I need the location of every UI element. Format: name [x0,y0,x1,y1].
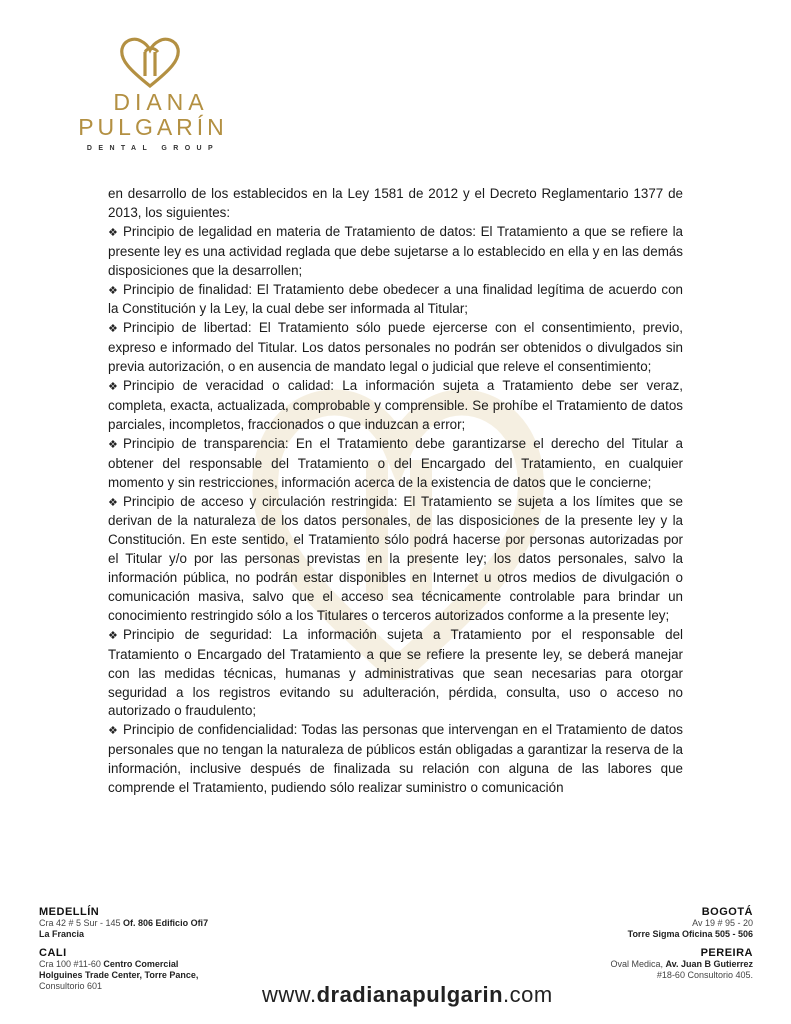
principle-item: ❖ Principio de seguridad: La información sujeta a Tratamiento por el responsable del Tratamiento o Encargado del Tratamiento a que se refiere la presente ley, se deberá manejar con las medidas técnicas, humanas y administrativas que sean necesarias para otorgar seguridad a los registros evitando su adulteración, pérdida, consulta, uso o acceso no autorizado o fraudulento; [108,626,683,719]
city-bogota: BOGOTÁ [701,906,753,918]
brand-tagline: DENTAL GROUP [86,145,220,152]
heart-logo-icon [118,36,182,88]
document-body [108,185,683,798]
diamond-bullet-icon: ❖ [108,381,118,394]
address-medellin: Cra 42 # 5 Sur - 145 Of. 806 Edificio Ofi7 La Francia [39,918,209,939]
logo [0,0,260,160]
diamond-bullet-icon: ❖ [108,496,118,509]
footer-left [39,907,289,992]
address-bogota: Av 19 # 95 - 20 Torre Sigma Oficina 505 - 506 [627,918,753,939]
address-pereira: Oval Medica, Av. Juan B Gutierrez #18-60 Consultorio 405. [610,959,753,980]
principle-item: ❖ Principio de legalidad en materia de Tratamiento de datos: El Tratamiento a que se refiere la presente ley es una actividad reglada que debe sujetarse a lo establecido en ella y en las demás disposiciones que la desarrollen; [108,223,683,278]
intro-paragraph: en desarrollo de los establecidos en la Ley 1581 de 2012 y el Decreto Reglamentario 1377 de 2013, los siguientes: [108,186,683,220]
diamond-bullet-icon: ❖ [108,323,118,336]
diamond-bullet-icon: ❖ [108,438,118,451]
footer-right [503,907,753,981]
principle-item: ❖ Principio de libertad: El Tratamiento sólo puede ejercerse con el consentimiento, previo, expreso e informado del Titular. Los datos personales no podrán ser obtenidos o divulgados sin previa autorización, o en ausencia de mandato legal o judicial que releve el consentimiento; [108,320,683,375]
city-medellin: MEDELLÍN [39,906,100,918]
principle-item: ❖ Principio de finalidad: El Tratamiento debe obedecer a una finalidad legítima de acuerdo con la Constitución y la Ley, la cual debe ser informada al Titular; [108,281,683,317]
principle-item: ❖ Principio de veracidad o calidad: La información sujeta a Tratamiento debe ser veraz, completa, exacta, actualizada, comprobable y comprensible. Se prohíbe el Tratamiento de datos parciales, incompletos, fraccionados o que induzcan a error; [108,378,683,432]
principle-item: ❖ Principio de transparencia: En el Tratamiento debe garantizarse el derecho del Titular a obtener del responsable del Tratamiento o del Encargado del Tratamiento, en cualquier momento y sin restricciones, información acerca de la existencia de datos que le concierne; [108,435,683,490]
diamond-bullet-icon: ❖ [108,284,118,297]
diamond-bullet-icon: ❖ [108,226,118,239]
principle-item: ❖ Principio de acceso y circulación restringida: El Tratamiento se sujeta a los límites que se derivan de la naturaleza de los datos personales, de las disposiciones de la presente ley y la Constitución. En este sentido, el Tratamiento sólo podrá hacerse por personas autorizadas por el Titular y/o por las personas previstas en la presente ley; los datos personales, salvo la información pública, no podrán estar disponibles en Internet u otros medios de divulgación o comunicación masiva, salvo que el acceso sea técnicamente controlable para brindar un conocimiento restringido sólo a los Titulares o terceros autorizados conforme a la presente ley; [108,493,683,623]
address-cali: Cra 100 #11-60 Centro Comercial Holguines Trade Center, Torre Pance, Consultorio 601 [39,959,199,991]
city-cali: CALI [39,947,67,959]
website-link[interactable]: www.dradianapulgarin.com [262,982,553,1007]
brand-name-first: DIANA [113,89,209,115]
diamond-bullet-icon: ❖ [108,629,118,642]
city-pereira: PEREIRA [700,947,753,959]
brand-name-last: PULGARÍN [78,114,228,140]
diamond-bullet-icon: ❖ [108,725,118,738]
principle-item: ❖ Principio de confidencialidad: Todas las personas que intervengan en el Tratamiento de datos personales que no tengan la naturaleza de públicos están obligadas a garantizar la reserva de la información, inclusive después de finalizada su relación con alguna de las labores que comprende el Tratamiento, pudiendo sólo realizar suministro o comunicación [108,722,683,796]
